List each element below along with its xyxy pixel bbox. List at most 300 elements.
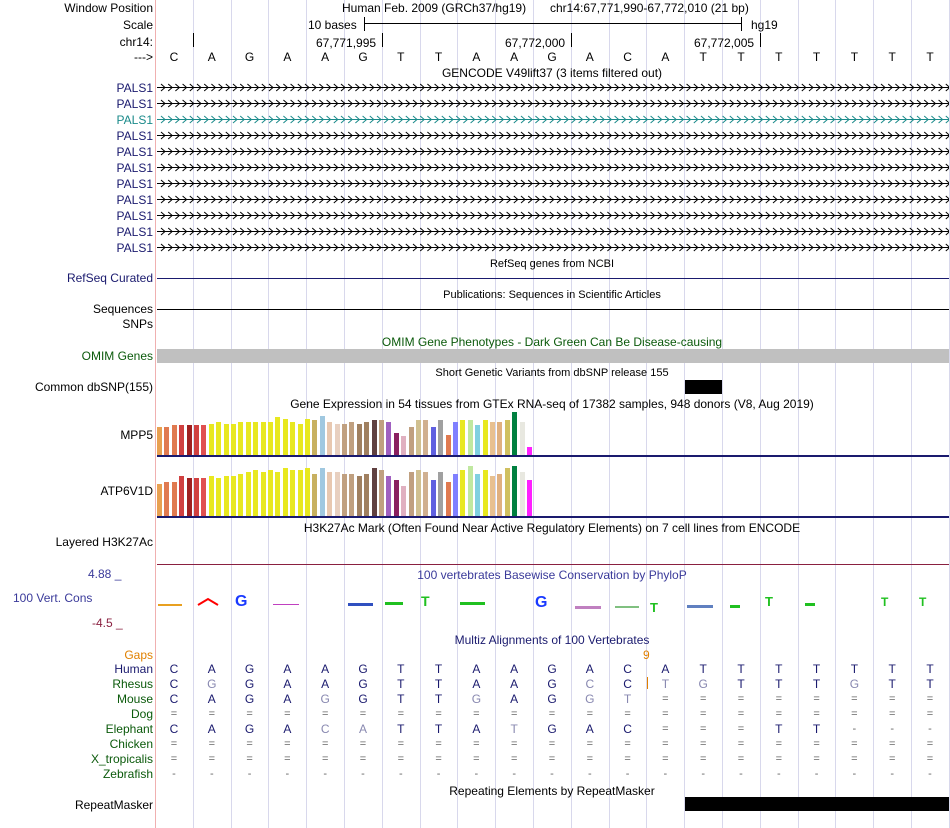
gtex-tissue-bar[interactable] bbox=[505, 420, 510, 455]
multiz-base: A bbox=[585, 662, 594, 676]
gencode-transcript[interactable] bbox=[157, 211, 949, 220]
multiz-base: T bbox=[812, 722, 821, 736]
multiz-base: A bbox=[661, 662, 670, 676]
base-letter: A bbox=[510, 50, 519, 64]
base-letter: T bbox=[434, 50, 443, 64]
gtex-tissue-bar[interactable] bbox=[224, 476, 229, 516]
gtex-tissue-bar[interactable] bbox=[342, 474, 347, 516]
gtex-tissue-bar[interactable] bbox=[179, 476, 184, 516]
gtex-tissue-bar[interactable] bbox=[179, 425, 184, 455]
multiz-base: G bbox=[547, 677, 557, 691]
phylop-mark bbox=[687, 605, 713, 608]
multiz-base: - bbox=[172, 768, 176, 780]
multiz-base: = bbox=[435, 708, 442, 720]
multiz-base: G bbox=[849, 677, 860, 691]
multiz-species-label[interactable]: Dog bbox=[130, 707, 153, 721]
multiz-base: = bbox=[397, 753, 405, 765]
multiz-base: = bbox=[548, 753, 556, 765]
gtex-tissue-bar[interactable] bbox=[431, 480, 436, 516]
phylop-mark: G bbox=[235, 593, 248, 610]
gencode-transcript[interactable] bbox=[157, 243, 949, 252]
gtex-tissue-bar[interactable] bbox=[261, 472, 266, 516]
gtex-gene-2[interactable]: ATP6V1D bbox=[100, 484, 153, 498]
gtex-tissue-bar[interactable] bbox=[238, 474, 243, 516]
gtex-tissue-bar[interactable] bbox=[327, 472, 332, 516]
gtex-tissue-bar[interactable] bbox=[475, 425, 480, 455]
multiz-base: T bbox=[812, 677, 821, 691]
multiz-base: A bbox=[510, 692, 519, 706]
gtex-tissue-bar[interactable] bbox=[357, 476, 362, 516]
base-letter: C bbox=[169, 50, 179, 64]
gtex-divider bbox=[157, 455, 949, 457]
multiz-base: = bbox=[321, 738, 329, 750]
gtex-tissue-bar[interactable] bbox=[194, 478, 199, 516]
gencode-transcript[interactable] bbox=[157, 147, 949, 156]
multiz-base: C bbox=[623, 722, 632, 736]
multiz-base: G bbox=[320, 692, 330, 706]
coord-tick bbox=[571, 33, 572, 47]
gtex-tissue-bar[interactable] bbox=[194, 425, 199, 455]
gtex-tissue-bar[interactable] bbox=[379, 470, 384, 516]
gtex-tissue-bar[interactable] bbox=[401, 436, 406, 455]
multiz-base: C bbox=[169, 677, 179, 691]
gtex-tissue-bar[interactable] bbox=[209, 424, 214, 455]
phylop-mark bbox=[460, 602, 485, 605]
phylop-logo[interactable] bbox=[155, 590, 949, 616]
multiz-base: - bbox=[739, 768, 743, 780]
base-letter: A bbox=[472, 50, 481, 64]
multiz-base: T bbox=[926, 677, 934, 691]
phylop-mark bbox=[615, 606, 639, 608]
multiz-base: A bbox=[207, 662, 216, 676]
multiz-base: = bbox=[284, 708, 291, 720]
gencode-transcript-label[interactable]: PALS1 bbox=[116, 241, 153, 255]
gtex-gene-1[interactable]: MPP5 bbox=[120, 428, 153, 442]
scale-tick-right bbox=[741, 17, 742, 31]
multiz-base: = bbox=[699, 753, 707, 765]
gtex-tissue-bar[interactable] bbox=[172, 482, 177, 516]
gtex-tissue-bar[interactable] bbox=[483, 420, 488, 455]
multiz-species-label[interactable]: Mouse bbox=[116, 692, 153, 706]
gtex-tissue-bar[interactable] bbox=[505, 468, 510, 516]
multiz-base: T bbox=[434, 722, 443, 736]
gtex-tissue-bar[interactable] bbox=[497, 422, 502, 455]
gtex-tissue-bar[interactable] bbox=[520, 472, 525, 516]
multiz-base: = bbox=[851, 693, 858, 705]
gencode-transcript[interactable] bbox=[157, 179, 949, 188]
multiz-base: = bbox=[737, 708, 745, 720]
phylop-mark bbox=[198, 599, 218, 605]
gtex-tissue-bar[interactable] bbox=[253, 470, 258, 516]
gtex-tissue-bar[interactable] bbox=[490, 422, 495, 455]
gtex-tissue-bar[interactable] bbox=[327, 422, 332, 455]
omim-title[interactable]: OMIM Gene Phenotypes - Dark Green Can Be Disease-causing bbox=[381, 335, 723, 349]
multiz-base: - bbox=[776, 768, 781, 780]
h3k27ac-line[interactable] bbox=[157, 564, 949, 565]
gtex-tissue-bar[interactable] bbox=[364, 474, 369, 516]
gtex-tissue-bar[interactable] bbox=[290, 470, 295, 516]
gtex-panel-mpp5[interactable] bbox=[155, 411, 530, 455]
multiz-base: = bbox=[888, 738, 896, 750]
gencode-transcript-label[interactable]: PALS1 bbox=[116, 113, 153, 127]
multiz-base: = bbox=[246, 738, 253, 750]
multiz-base: = bbox=[359, 708, 367, 720]
multiz-base: A bbox=[358, 722, 367, 736]
gencode-transcript[interactable] bbox=[157, 99, 949, 108]
multiz-base: = bbox=[813, 693, 820, 705]
gtex-tissue-bar[interactable] bbox=[409, 427, 414, 455]
multiz-base: = bbox=[397, 708, 405, 720]
multiz-base: - bbox=[663, 768, 668, 780]
base-letter: G bbox=[244, 50, 255, 64]
multiz-base: = bbox=[510, 753, 518, 765]
gtex-tissue-bar[interactable] bbox=[268, 470, 273, 516]
assembly-text: Human Feb. 2009 (GRCh37/hg19) bbox=[342, 1, 527, 15]
gtex-tissue-bar[interactable] bbox=[298, 424, 303, 455]
multiz-base: = bbox=[510, 738, 518, 750]
gtex-tissue-bar[interactable] bbox=[201, 425, 206, 455]
gtex-tissue-bar[interactable] bbox=[468, 420, 473, 455]
gencode-transcript[interactable] bbox=[157, 83, 949, 92]
base-letter: A bbox=[283, 50, 292, 64]
multiz-base: T bbox=[434, 677, 443, 691]
gtex-tissue-bar[interactable] bbox=[305, 468, 310, 516]
multiz-base: = bbox=[888, 708, 896, 720]
gtex-tissue-bar[interactable] bbox=[357, 424, 362, 455]
gtex-tissue-bar[interactable] bbox=[246, 472, 251, 516]
gtex-tissue-bar[interactable] bbox=[187, 425, 192, 455]
gtex-tissue-bar[interactable] bbox=[423, 420, 428, 455]
gencode-transcript[interactable] bbox=[157, 115, 949, 124]
multiz-base: C bbox=[320, 722, 330, 736]
gtex-tissue-bar[interactable] bbox=[512, 412, 517, 455]
base-letter: T bbox=[737, 50, 745, 64]
position-text[interactable]: chr14:67,771,990-67,772,010 (21 bp) bbox=[550, 1, 749, 15]
h3k27ac-label[interactable]: Layered H3K27Ac bbox=[55, 535, 153, 549]
gtex-tissue-bar[interactable] bbox=[209, 476, 214, 516]
gtex-tissue-bar[interactable] bbox=[475, 474, 480, 516]
refseq-title[interactable]: RefSeq genes from NCBI bbox=[489, 258, 615, 270]
multiz-base: T bbox=[775, 677, 783, 691]
gencode-transcript[interactable] bbox=[157, 163, 949, 172]
multiz-base: = bbox=[775, 693, 783, 705]
multiz-base: - bbox=[701, 768, 706, 780]
multiz-base: T bbox=[775, 722, 783, 736]
gtex-tissue-bar[interactable] bbox=[305, 419, 310, 455]
multiz-base: T bbox=[397, 677, 405, 691]
gtex-tissue-bar[interactable] bbox=[468, 466, 473, 516]
base-letter: G bbox=[358, 50, 368, 64]
multiz-species-label[interactable]: Rhesus bbox=[112, 677, 153, 691]
gtex-tissue-bar[interactable] bbox=[290, 422, 295, 455]
multiz-base: G bbox=[547, 722, 557, 736]
multiz-base: - bbox=[474, 768, 479, 780]
multiz-species-label[interactable]: X_tropicalis bbox=[90, 752, 153, 766]
multiz-base: = bbox=[851, 738, 858, 750]
publications-label-2[interactable]: SNPs bbox=[122, 317, 153, 331]
multiz-base: = bbox=[548, 738, 556, 750]
multiz-base: = bbox=[775, 738, 783, 750]
gtex-tissue-bar[interactable] bbox=[253, 422, 258, 455]
gtex-tissue-bar[interactable] bbox=[238, 422, 243, 455]
gtex-tissue-bar[interactable] bbox=[453, 422, 458, 455]
gtex-tissue-bar[interactable] bbox=[409, 472, 414, 516]
gtex-tissue-bar[interactable] bbox=[187, 478, 192, 516]
gtex-tissue-bar[interactable] bbox=[416, 420, 421, 455]
gtex-tissue-bar[interactable] bbox=[453, 474, 458, 516]
multiz-base: T bbox=[888, 677, 896, 691]
gtex-tissue-bar[interactable] bbox=[268, 422, 273, 455]
multiz-base: G bbox=[358, 662, 368, 676]
phylop-mark: T bbox=[881, 595, 889, 609]
multiz-base: = bbox=[926, 708, 934, 720]
gencode-transcript-label[interactable]: PALS1 bbox=[116, 177, 153, 191]
multiz-base: = bbox=[699, 723, 707, 735]
gtex-tissue-bar[interactable] bbox=[298, 470, 303, 516]
gtex-tissue-bar[interactable] bbox=[379, 420, 384, 455]
omim-label[interactable]: OMIM Genes bbox=[81, 349, 153, 363]
multiz-base: G bbox=[698, 677, 708, 691]
multiz-base: = bbox=[510, 708, 518, 720]
phylop-mark bbox=[158, 604, 182, 606]
multiz-base: = bbox=[662, 723, 669, 735]
multiz-base: = bbox=[284, 753, 291, 765]
gtex-tissue-bar[interactable] bbox=[157, 484, 162, 516]
multiz-base: A bbox=[510, 662, 519, 676]
publications-line[interactable] bbox=[157, 309, 949, 310]
gencode-transcript-label[interactable]: PALS1 bbox=[116, 193, 153, 207]
gencode-transcript-label[interactable]: PALS1 bbox=[116, 225, 153, 239]
gtex-tissue-bar[interactable] bbox=[438, 472, 443, 516]
multiz-base: = bbox=[208, 753, 216, 765]
multiz-base: T bbox=[812, 662, 821, 676]
base-letter: T bbox=[699, 50, 707, 64]
omim-bar[interactable] bbox=[157, 349, 949, 363]
base-letter: A bbox=[585, 50, 594, 64]
gtex-tissue-bar[interactable] bbox=[172, 425, 177, 455]
multiz-base: = bbox=[851, 708, 858, 720]
multiz-base: A bbox=[283, 692, 292, 706]
gencode-transcript[interactable] bbox=[157, 195, 949, 204]
gtex-tissue-bar[interactable] bbox=[497, 474, 502, 516]
gtex-tissue-bar[interactable] bbox=[431, 427, 436, 455]
gtex-tissue-bar[interactable] bbox=[312, 420, 317, 455]
gtex-tissue-bar[interactable] bbox=[261, 422, 266, 455]
refseq-line[interactable] bbox=[157, 278, 949, 279]
gencode-transcript-label[interactable]: PALS1 bbox=[116, 97, 153, 111]
gtex-tissue-bar[interactable] bbox=[401, 486, 406, 516]
multiz-base: = bbox=[624, 708, 631, 720]
gtex-tissue-bar[interactable] bbox=[320, 416, 325, 455]
gencode-transcript-label[interactable]: PALS1 bbox=[116, 161, 153, 175]
gtex-tissue-bar[interactable] bbox=[527, 480, 532, 516]
publications-title[interactable]: Publications: Sequences in Scientific Articles bbox=[443, 289, 661, 301]
multiz-base: = bbox=[813, 738, 820, 750]
phylop-title[interactable]: 100 vertebrates Basewise Conservation by PhyloP bbox=[417, 568, 687, 582]
multiz-base: = bbox=[321, 708, 329, 720]
h3k27ac-title[interactable]: H3K27Ac Mark (Often Found Near Active Regulatory Elements) on 7 cell lines from ENCODE bbox=[303, 521, 801, 535]
base-letter: T bbox=[850, 50, 859, 64]
coord-tick bbox=[760, 33, 761, 47]
gtex-tissue-bar[interactable] bbox=[231, 424, 236, 455]
gtex-title[interactable]: Gene Expression in 54 tissues from GTEx RNA-seq of 17382 samples, 948 donors (V8, Aug 2019) bbox=[290, 397, 814, 411]
gtex-tissue-bar[interactable] bbox=[231, 476, 236, 516]
gtex-tissue-bar[interactable] bbox=[394, 433, 399, 455]
phylop-label[interactable]: 100 Vert. Cons bbox=[13, 591, 93, 605]
gtex-tissue-bar[interactable] bbox=[246, 422, 251, 455]
phylop-mark: T bbox=[919, 595, 927, 609]
multiz-base: - bbox=[285, 768, 290, 780]
coord-1: 67,771,995 bbox=[316, 36, 377, 50]
gtex-tissue-bar[interactable] bbox=[216, 478, 221, 516]
gtex-tissue-bar[interactable] bbox=[483, 470, 488, 516]
multiz-base: C bbox=[169, 722, 179, 736]
gtex-tissue-bar[interactable] bbox=[164, 482, 169, 516]
gtex-tissue-bar[interactable] bbox=[394, 480, 399, 516]
multiz-base: - bbox=[587, 768, 592, 780]
phylop-mark: T bbox=[650, 600, 658, 615]
coord-2: 67,772,000 bbox=[505, 36, 566, 50]
gencode-transcript[interactable] bbox=[157, 131, 949, 140]
coord-tick bbox=[193, 33, 194, 47]
gtex-tissue-bar[interactable] bbox=[349, 422, 354, 455]
gtex-tissue-bar[interactable] bbox=[349, 474, 354, 516]
gtex-tissue-bar[interactable] bbox=[157, 427, 162, 455]
gtex-tissue-bar[interactable] bbox=[283, 419, 288, 455]
multiz-base: - bbox=[398, 768, 403, 780]
gtex-tissue-bar[interactable] bbox=[460, 420, 465, 455]
multiz-base: C bbox=[169, 692, 179, 706]
phylop-ymin: -4.5 _ bbox=[92, 616, 123, 630]
repeatmasker-element[interactable] bbox=[685, 797, 949, 811]
gtex-tissue-bar[interactable] bbox=[224, 424, 229, 455]
multiz-title[interactable]: Multiz Alignments of 100 Vertebrates bbox=[454, 633, 650, 647]
scale-label: Scale bbox=[122, 18, 153, 32]
multiz-species-label[interactable]: Zebrafish bbox=[102, 767, 153, 781]
gtex-tissue-bar[interactable] bbox=[372, 420, 377, 455]
gtex-tissue-bar[interactable] bbox=[520, 422, 525, 455]
db-text: hg19 bbox=[751, 18, 778, 32]
multiz-base: T bbox=[397, 722, 405, 736]
dbsnp-label[interactable]: Common dbSNP(155) bbox=[34, 380, 153, 394]
refseq-label[interactable]: RefSeq Curated bbox=[66, 271, 153, 285]
coord-3: 67,772,005 bbox=[694, 36, 755, 50]
multiz-base: = bbox=[359, 753, 367, 765]
gtex-tissue-bar[interactable] bbox=[423, 472, 428, 516]
multiz-base: = bbox=[359, 738, 367, 750]
base-letter: A bbox=[661, 50, 670, 64]
dbsnp-title[interactable]: Short Genetic Variants from dbSNP release 155 bbox=[435, 367, 669, 379]
multiz-base: T bbox=[397, 662, 405, 676]
strand-label: ---> bbox=[134, 50, 153, 64]
publications-label[interactable]: Sequences bbox=[92, 302, 153, 316]
gtex-tissue-bar[interactable] bbox=[335, 472, 340, 516]
multiz-base: A bbox=[321, 662, 330, 676]
multiz-base: = bbox=[775, 708, 783, 720]
multiz-base: - bbox=[852, 723, 857, 735]
gtex-tissue-bar[interactable] bbox=[438, 420, 443, 455]
gtex-tissue-bar[interactable] bbox=[386, 476, 391, 516]
multiz-base: G bbox=[547, 692, 557, 706]
gtex-tissue-bar[interactable] bbox=[372, 468, 377, 516]
multiz-base: = bbox=[473, 753, 480, 765]
gtex-tissue-bar[interactable] bbox=[512, 466, 517, 516]
gtex-tissue-bar[interactable] bbox=[283, 468, 288, 516]
gtex-tissue-bar[interactable] bbox=[320, 468, 325, 516]
gtex-tissue-bar[interactable] bbox=[446, 435, 451, 455]
multiz-base: = bbox=[435, 738, 442, 750]
multiz-base: T bbox=[510, 722, 518, 736]
gtex-tissue-bar[interactable] bbox=[490, 476, 495, 516]
multiz-base: = bbox=[699, 708, 707, 720]
multiz-base: - bbox=[361, 768, 365, 780]
multiz-species-label[interactable]: Chicken bbox=[109, 737, 153, 751]
multiz-base: = bbox=[208, 738, 216, 750]
gtex-tissue-bar[interactable] bbox=[460, 470, 465, 516]
base-letter: T bbox=[888, 50, 896, 64]
gtex-tissue-bar[interactable] bbox=[386, 422, 391, 455]
dbsnp-variant[interactable] bbox=[685, 380, 722, 394]
multiz-base: = bbox=[775, 753, 783, 765]
multiz-base: T bbox=[623, 692, 632, 706]
multiz-base: T bbox=[434, 662, 443, 676]
gencode-transcript[interactable] bbox=[157, 227, 949, 236]
gtex-tissue-bar[interactable] bbox=[335, 424, 340, 455]
multiz-base: G bbox=[471, 692, 482, 706]
gencode-transcript-label[interactable]: PALS1 bbox=[116, 129, 153, 143]
multiz-base: G bbox=[244, 692, 255, 706]
base-letter: A bbox=[207, 50, 216, 64]
multiz-base: C bbox=[623, 677, 632, 691]
repeatmasker-label[interactable]: RepeatMasker bbox=[74, 798, 153, 812]
multiz-base: = bbox=[737, 723, 745, 735]
multiz-species-label[interactable]: Human bbox=[114, 662, 153, 676]
gtex-panel-atp6v1d[interactable] bbox=[155, 460, 530, 516]
multiz-species-label[interactable]: Elephant bbox=[105, 722, 153, 736]
gtex-tissue-bar[interactable] bbox=[275, 417, 280, 455]
window-position-label: Window Position bbox=[64, 1, 153, 15]
gtex-tissue-bar[interactable] bbox=[446, 482, 451, 516]
multiz-species-label[interactable]: Gaps bbox=[124, 648, 153, 662]
base-letter: A bbox=[321, 50, 330, 64]
gencode-title[interactable]: GENCODE V49lift37 (3 items filtered out) bbox=[441, 66, 663, 80]
base-letter: T bbox=[926, 50, 934, 64]
multiz-base: = bbox=[586, 708, 594, 720]
gtex-tissue-bar[interactable] bbox=[527, 447, 532, 455]
base-letter: C bbox=[623, 50, 632, 64]
gtex-tissue-bar[interactable] bbox=[164, 427, 169, 455]
gencode-transcript-label[interactable]: PALS1 bbox=[116, 209, 153, 223]
gtex-tissue-bar[interactable] bbox=[342, 424, 347, 455]
gtex-tissue-bar[interactable] bbox=[201, 478, 206, 516]
gtex-tissue-bar[interactable] bbox=[416, 470, 421, 516]
phylop-mark: T bbox=[421, 593, 430, 609]
multiz-base: T bbox=[737, 677, 745, 691]
multiz-base: A bbox=[207, 692, 216, 706]
multiz-base: = bbox=[813, 708, 820, 720]
gtex-tissue-bar[interactable] bbox=[275, 472, 280, 516]
gencode-transcript-label[interactable]: PALS1 bbox=[116, 81, 153, 95]
chrom-label: chr14: bbox=[119, 35, 153, 49]
gtex-tissue-bar[interactable] bbox=[312, 474, 317, 516]
gtex-tissue-bar[interactable] bbox=[216, 422, 221, 455]
gtex-tissue-bar[interactable] bbox=[364, 422, 369, 455]
multiz-base: - bbox=[512, 768, 517, 780]
multiz-base: G bbox=[358, 692, 368, 706]
gencode-transcript-label[interactable]: PALS1 bbox=[116, 145, 153, 159]
multiz-base: = bbox=[548, 708, 556, 720]
repeatmasker-title[interactable]: Repeating Elements by RepeatMasker bbox=[449, 784, 655, 798]
